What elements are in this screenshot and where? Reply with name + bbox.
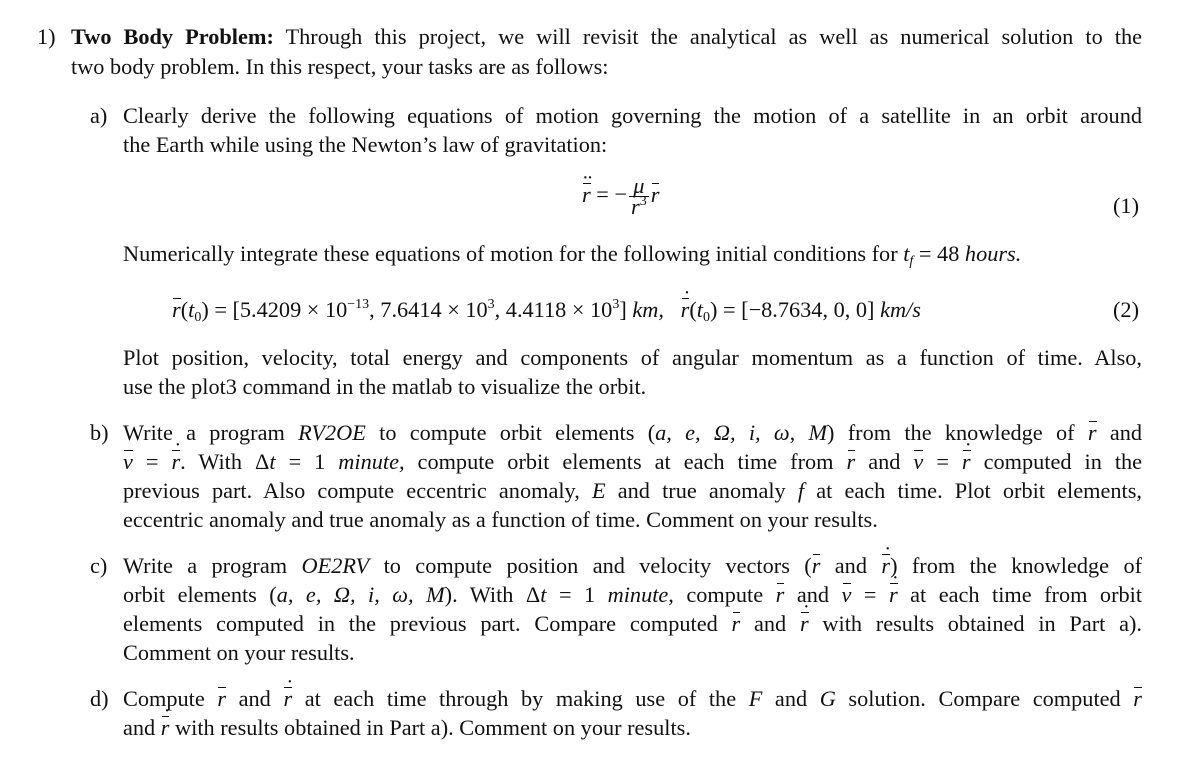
- eq-sign: =: [863, 582, 877, 607]
- part-a-line2: the Earth while using the Newton’s law of gravitation:: [123, 132, 608, 157]
- integrate-text: Numerically integrate these equations of motion for the following initial conditions for: [123, 241, 898, 266]
- part-a-label: a): [90, 103, 108, 128]
- r-dot-vector: r ·: [800, 609, 809, 639]
- v-vector: v: [842, 580, 852, 610]
- orbit-elements-list: a, e, Ω, i, ω, M: [276, 582, 445, 607]
- text: = 1: [288, 449, 326, 474]
- text: to compute position and velocity vectors (: [383, 553, 812, 578]
- problem-number: 1): [37, 24, 56, 49]
- G-symbol: G: [819, 686, 836, 711]
- text: at each time from orbit: [910, 582, 1143, 607]
- eq-sign: =: [918, 241, 932, 266]
- t-symbol: t: [188, 297, 195, 322]
- r-dot-vector: r ·: [161, 713, 170, 743]
- part-c-line2: [123, 580, 1142, 610]
- text: with results obtained in Part a). Comment on your results.: [175, 715, 691, 740]
- part-d-label: d): [90, 686, 109, 711]
- t-symbol: t: [540, 582, 547, 607]
- text: orbit elements (: [123, 582, 277, 607]
- text: ). With Δ: [444, 582, 541, 607]
- F-symbol: F: [748, 686, 763, 711]
- part-b-line1: [123, 418, 1142, 448]
- r-dot-vector: r ·: [283, 684, 292, 714]
- text: compute: [686, 582, 764, 607]
- part-b-line3: [123, 476, 1142, 506]
- r0-rest1: , 7.6414 × 10: [369, 297, 488, 322]
- equation-2: $r(t_0) = [5.4209 \times 10^{-13}$, $7.6414 \times 10^3$, $4.4118 \times 10^3$] km, $r \cdot(t_0) = [-8.7634$, 0, 0] km/s: [172, 295, 921, 325]
- equation-2-number: (2): [1113, 297, 1139, 322]
- r0-rest3: ]: [619, 297, 627, 322]
- true-anomaly-symbol: f: [797, 478, 805, 503]
- problem-intro-line2: two body problem. In this respect, your tasks are as follows:: [71, 54, 609, 79]
- text: and: [238, 686, 271, 711]
- minute-unit: minute,: [607, 582, 674, 607]
- t-symbol: t: [903, 241, 910, 266]
- eq-sign: =: [596, 181, 609, 207]
- eq-sign: =: [145, 449, 159, 474]
- r-vector: r: [217, 684, 226, 714]
- r-dot-vector: r ·: [962, 447, 971, 477]
- r-vector: r: [172, 295, 181, 325]
- r-dot-vector: r ·: [881, 551, 890, 581]
- eccentric-anomaly-symbol: E: [591, 478, 606, 503]
- equation-1: [582, 173, 660, 219]
- v-vector: v: [123, 447, 133, 477]
- problem-intro-line1: [71, 22, 1142, 52]
- eq-sign: =: [214, 297, 227, 322]
- text: and: [796, 582, 830, 607]
- tf-unit: hours.: [964, 241, 1022, 266]
- r-vector: r: [776, 580, 785, 610]
- program-name-oe2rv: OE2RV: [301, 553, 370, 578]
- r-symbol: r: [631, 194, 640, 219]
- text: to compute orbit elements (: [379, 420, 656, 445]
- text: and: [1109, 420, 1143, 445]
- text: and: [123, 715, 156, 740]
- zero-subscript: 0: [194, 310, 202, 325]
- text: compute orbit elements at each time from: [417, 449, 834, 474]
- text: ) from the knowledge of: [890, 553, 1143, 578]
- r0-exp2: 3: [487, 297, 495, 312]
- part-d-line2: [123, 713, 691, 743]
- r-vector: r: [732, 609, 741, 639]
- text: = 1: [558, 582, 596, 607]
- text: and: [868, 449, 901, 474]
- text: and true anomaly: [617, 478, 786, 503]
- eq-sign: =: [722, 297, 736, 322]
- text: at each time. Plot orbit elements,: [816, 478, 1142, 503]
- part-c-line3: [123, 609, 1142, 639]
- minus-sign: −: [614, 181, 627, 207]
- text: Write a program: [123, 553, 288, 578]
- part-c-line1: [123, 551, 1142, 581]
- v-vector: v: [913, 447, 923, 477]
- program-name-rv2oe: RV2OE: [298, 420, 366, 445]
- text: . With Δ: [180, 449, 270, 474]
- text: with results obtained in Part a).: [822, 611, 1142, 636]
- t-symbol: t: [696, 297, 703, 322]
- text: previous part. Also compute eccentric anomaly,: [123, 478, 580, 503]
- orbit-elements-list: a, e, Ω, i, ω, M: [655, 420, 828, 445]
- integrate-text-line: [123, 239, 1021, 269]
- r-vector: r: [651, 180, 660, 210]
- r-vector: r: [812, 551, 821, 581]
- text: solution. Compare computed: [848, 686, 1121, 711]
- cube-exp: 3: [639, 194, 647, 209]
- part-b-line2: [123, 447, 1142, 477]
- text: computed in the: [983, 449, 1143, 474]
- r0-exp: −13: [347, 297, 370, 312]
- text: Write a program: [123, 420, 285, 445]
- part-a-plot-line2: use the plot3 command in the matlab to visualize the orbit.: [123, 374, 647, 399]
- v0-value: [−8.7634, 0, 0]: [741, 297, 875, 322]
- part-c-label: c): [90, 553, 108, 578]
- eq-sign: =: [936, 449, 949, 474]
- r-vector: r: [1133, 684, 1142, 714]
- tf-value: 48: [937, 241, 960, 266]
- r0-unit: km,: [632, 297, 664, 322]
- mu-over-r3: [629, 173, 649, 219]
- text: at each time through by making use of the: [304, 686, 737, 711]
- r0-exp3: 3: [612, 297, 620, 312]
- part-c-line4: Comment on your results.: [123, 640, 355, 665]
- text: ) from the knowledge of: [827, 420, 1075, 445]
- text: and: [753, 611, 787, 636]
- r-dot-vector: r ·: [171, 447, 180, 477]
- part-a-plot-line1: Plot position, velocity, total energy and components of angular momentum as a function of time. Also,: [123, 345, 1142, 370]
- r-ddot-vector: r ··: [582, 180, 591, 210]
- equation-1-number: (1): [1113, 193, 1139, 218]
- text: elements computed in the previous part. Compare computed: [123, 611, 718, 636]
- t-symbol: t: [269, 449, 276, 474]
- mu-symbol: μ: [629, 176, 649, 197]
- text: and: [774, 686, 808, 711]
- r-vector: r: [1088, 418, 1097, 448]
- minute-unit: minute,: [338, 449, 405, 474]
- text: and: [834, 553, 867, 578]
- r0-rest2: , 4.4118 × 10: [494, 297, 613, 322]
- part-b-line4: eccentric anomaly and true anomaly as a function of time. Comment on your results.: [123, 507, 878, 532]
- r0-value: [5.4209 × 10: [232, 297, 348, 322]
- problem-title: Two Body Problem:: [71, 24, 274, 49]
- r-dot-vector: r ·: [681, 295, 690, 325]
- part-b-label: b): [90, 420, 109, 445]
- v0-unit: km/s: [880, 297, 921, 322]
- part-d-line1: [123, 684, 1142, 714]
- r-dot-vector: r ·: [889, 580, 898, 610]
- f-subscript: f: [909, 254, 914, 269]
- part-a-line1: Clearly derive the following equations of motion governing the motion of a satellite in an orbit around: [123, 103, 1142, 128]
- zero-subscript: 0: [702, 310, 710, 325]
- r-vector: r: [847, 447, 856, 477]
- text: Compute: [123, 686, 205, 711]
- problem-intro-text: Through this project, we will revisit the analytical as well as numerical solution to the: [285, 24, 1142, 49]
